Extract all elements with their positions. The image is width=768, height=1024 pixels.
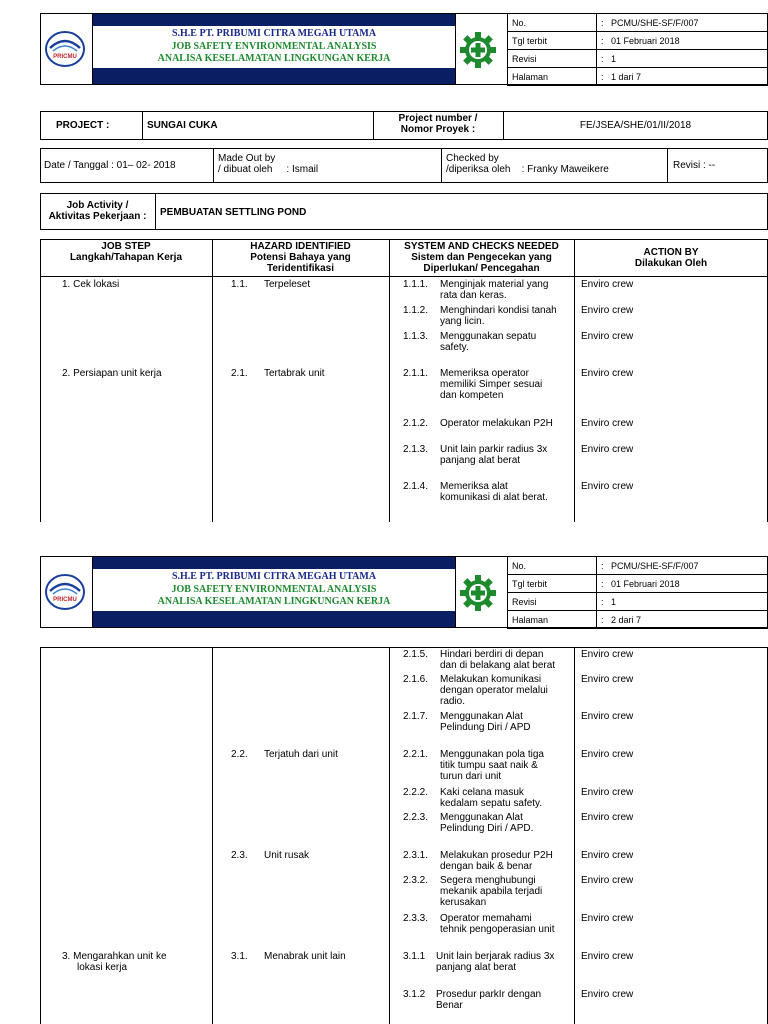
gear-cross-icon — [459, 31, 497, 69]
system-number: 2.2.3. — [403, 812, 429, 823]
action-text: Enviro crew — [581, 674, 634, 685]
meta-label: No. — [508, 14, 597, 32]
doc-meta-table: No. : PCMU/SHE-SF/F/007 Tgl terbit : 01 Februari 2018 Revisi : 1 Halaman : 1 dari 7 — [507, 13, 768, 86]
system-number: 2.2.2. — [403, 787, 429, 798]
system-text: Menggunakan sepatu safety. — [440, 331, 537, 353]
date-field: Date / Tanggal : 01– 02- 2018 — [44, 160, 176, 171]
hazard-text: Terjatuh dari unit — [264, 749, 338, 760]
system-number: 1.1.2. — [403, 305, 429, 316]
system-number: 2.1.7. — [403, 711, 429, 722]
meta-label: Halaman — [508, 611, 597, 629]
system-text: Menggunakan Alat Pelindung Diri / APD. — [440, 812, 534, 834]
hazard-number: 3.1. — [231, 951, 248, 962]
title-id: ANALISA KESELAMATAN LINGKUNGAN KERJA — [157, 596, 391, 607]
action-text: Enviro crew — [581, 305, 634, 316]
col-header-hazard: HAZARD IDENTIFIED Potensi Bahaya yang Teridentifikasi — [250, 241, 351, 274]
system-text: Menghindari kondisi tanah yang licin. — [440, 305, 557, 327]
step-text: 1. Cek lokasi — [62, 279, 120, 290]
system-number: 2.3.1. — [403, 850, 429, 861]
blue-band-bottom — [93, 611, 455, 627]
hazard-text: Tertabrak unit — [264, 368, 325, 379]
activity-value: PEMBUATAN SETTLING POND — [160, 207, 307, 218]
hazard-number: 2.2. — [231, 749, 248, 760]
system-text: Hindari berdiri di depan dan di belakang alat berat — [440, 649, 556, 671]
system-number: 2.3.2. — [403, 875, 429, 886]
system-text: Unit lain berjarak radius 3x panjang alat berat — [436, 951, 555, 973]
logo-text: PRICMU — [53, 597, 77, 603]
action-text: Enviro crew — [581, 368, 634, 379]
blue-band-bottom — [93, 68, 455, 84]
meta-label: Tgl terbit — [508, 575, 597, 593]
meta-label: Revisi — [508, 593, 597, 611]
system-text: Unit lain parkir radius 3x panjang alat berat — [440, 444, 548, 466]
hazard-number: 1.1. — [231, 279, 248, 290]
issue-date: 01 Februari 2018 — [611, 35, 680, 46]
doc-meta-table: No. : PCMU/SHE-SF/F/007 Tgl terbit : 01 Februari 2018 Revisi : 1 Halaman : 2 dari 7 — [507, 556, 768, 629]
project-name: SUNGAI CUKA — [147, 120, 218, 131]
logo-text: PRICMU — [53, 54, 77, 60]
system-number: 2.1.1. — [403, 368, 429, 379]
revision: 1 — [611, 53, 617, 64]
system-number: 2.1.3. — [403, 444, 429, 455]
col-header-step: JOB STEP Langkah/Tahapan Kerja — [69, 241, 183, 263]
action-text: Enviro crew — [581, 812, 634, 823]
step-text: 3. Mengarahkan unit ke lokasi kerja — [62, 951, 167, 973]
action-text: Enviro crew — [581, 850, 634, 861]
revision: 1 — [611, 596, 617, 607]
step-text: 2. Persiapan unit kerja — [62, 368, 162, 379]
made-by-name: : Ismail — [286, 164, 319, 175]
action-text: Enviro crew — [581, 444, 634, 455]
company-name: S.H.E PT. PRIBUMI CITRA MEGAH UTAMA — [171, 28, 377, 39]
title-en: JOB SAFETY ENVIRONMENTAL ANALYSIS — [171, 41, 377, 52]
title-id: ANALISA KESELAMATAN LINGKUNGAN KERJA — [157, 53, 391, 64]
project-number: FE/JSEA/SHE/01/II/2018 — [579, 120, 692, 131]
action-text: Enviro crew — [581, 989, 634, 1000]
blue-band — [93, 14, 455, 26]
hazard-number: 2.1. — [231, 368, 248, 379]
system-text: Prosedur parkIr dengan Benar — [436, 989, 542, 1011]
system-number: 1.1.1. — [403, 279, 429, 290]
action-text: Enviro crew — [581, 649, 634, 660]
system-number: 2.1.2. — [403, 418, 429, 429]
hazard-text: Menabrak unit lain — [264, 951, 346, 962]
meta-label: Tgl terbit — [508, 32, 597, 50]
system-text: Segera menghubungi mekanik apabila terjadi kerusakan — [440, 875, 543, 908]
col-header-system: SYSTEM AND CHECKS NEEDED Sistem dan Pengecekan yang Diperlukan/ Pencegahan — [404, 241, 559, 274]
hazard-text: Unit rusak — [264, 850, 310, 861]
activity-label: Job Activity / Aktivitas Pekerjaan : — [48, 200, 147, 222]
system-text: Memeriksa operator memiliki Simper sesuai dan kompeten — [440, 368, 543, 401]
company-name: S.H.E PT. PRIBUMI CITRA MEGAH UTAMA — [171, 571, 377, 582]
action-text: Enviro crew — [581, 481, 634, 492]
gear-cross-icon — [459, 574, 497, 612]
checked-by-name: : Franky Maweikere — [521, 164, 609, 175]
issue-date: 01 Februari 2018 — [611, 578, 680, 589]
project-number-label: Project number / Nomor Proyek : — [398, 113, 478, 135]
action-text: Enviro crew — [581, 787, 634, 798]
system-number: 2.1.4. — [403, 481, 429, 492]
system-number: 3.1.1 — [403, 951, 426, 962]
system-text: Operator melakukan P2H — [440, 418, 553, 429]
action-text: Enviro crew — [581, 913, 634, 924]
made-by-field: Made Out by / dibuat oleh : Ismail — [218, 153, 319, 175]
doc-number: PCMU/SHE-SF/F/007 — [611, 17, 699, 28]
company-logo — [44, 28, 86, 70]
action-text: Enviro crew — [581, 279, 634, 290]
action-text: Enviro crew — [581, 418, 634, 429]
system-text: Menginjak material yang rata dan keras. — [440, 279, 549, 301]
checked-by-field: Checked by /diperiksa oleh : Franky Maweikere — [446, 153, 609, 175]
col-header-action: ACTION BY Dilakukan Oleh — [634, 247, 708, 269]
system-text: Memeriksa alat komunikasi di alat berat. — [440, 481, 548, 503]
hazard-text: Terpeleset — [264, 279, 311, 290]
system-number: 2.1.5. — [403, 649, 429, 660]
system-text: Kaki celana masuk kedalam sepatu safety. — [440, 787, 543, 809]
action-text: Enviro crew — [581, 951, 634, 962]
system-text: Melakukan prosedur P2H dengan baik & benar — [440, 850, 553, 872]
action-text: Enviro crew — [581, 711, 634, 722]
project-label: PROJECT : — [56, 120, 110, 131]
system-number: 2.1.6. — [403, 674, 429, 685]
system-text: Menggunakan pola tiga titik tumpu saat naik & turun dari unit — [440, 749, 544, 782]
meta-label: Halaman — [508, 68, 597, 86]
meta-label: Revisi — [508, 50, 597, 68]
action-text: Enviro crew — [581, 331, 634, 342]
hazard-number: 2.3. — [231, 850, 248, 861]
title-en: JOB SAFETY ENVIRONMENTAL ANALYSIS — [171, 584, 377, 595]
system-number: 2.3.3. — [403, 913, 429, 924]
system-text: Menggunakan Alat Pelindung Diri / APD — [440, 711, 531, 733]
system-text: Melakukan komunikasi dengan operator melalui radio. — [440, 674, 548, 707]
system-number: 1.1.3. — [403, 331, 429, 342]
company-logo — [44, 571, 86, 613]
action-text: Enviro crew — [581, 875, 634, 886]
system-number: 3.1.2 — [403, 989, 426, 1000]
meta-label: No. — [508, 557, 597, 575]
revisi-field: Revisi : -- — [673, 160, 716, 171]
system-text: Operator memahami tehnik pengoperasian unit — [440, 913, 555, 935]
page-number: 2 dari 7 — [611, 614, 642, 625]
doc-number: PCMU/SHE-SF/F/007 — [611, 560, 699, 571]
system-number: 2.2.1. — [403, 749, 429, 760]
blue-band — [93, 557, 455, 569]
action-text: Enviro crew — [581, 749, 634, 760]
page-number: 1 dari 7 — [611, 71, 642, 82]
